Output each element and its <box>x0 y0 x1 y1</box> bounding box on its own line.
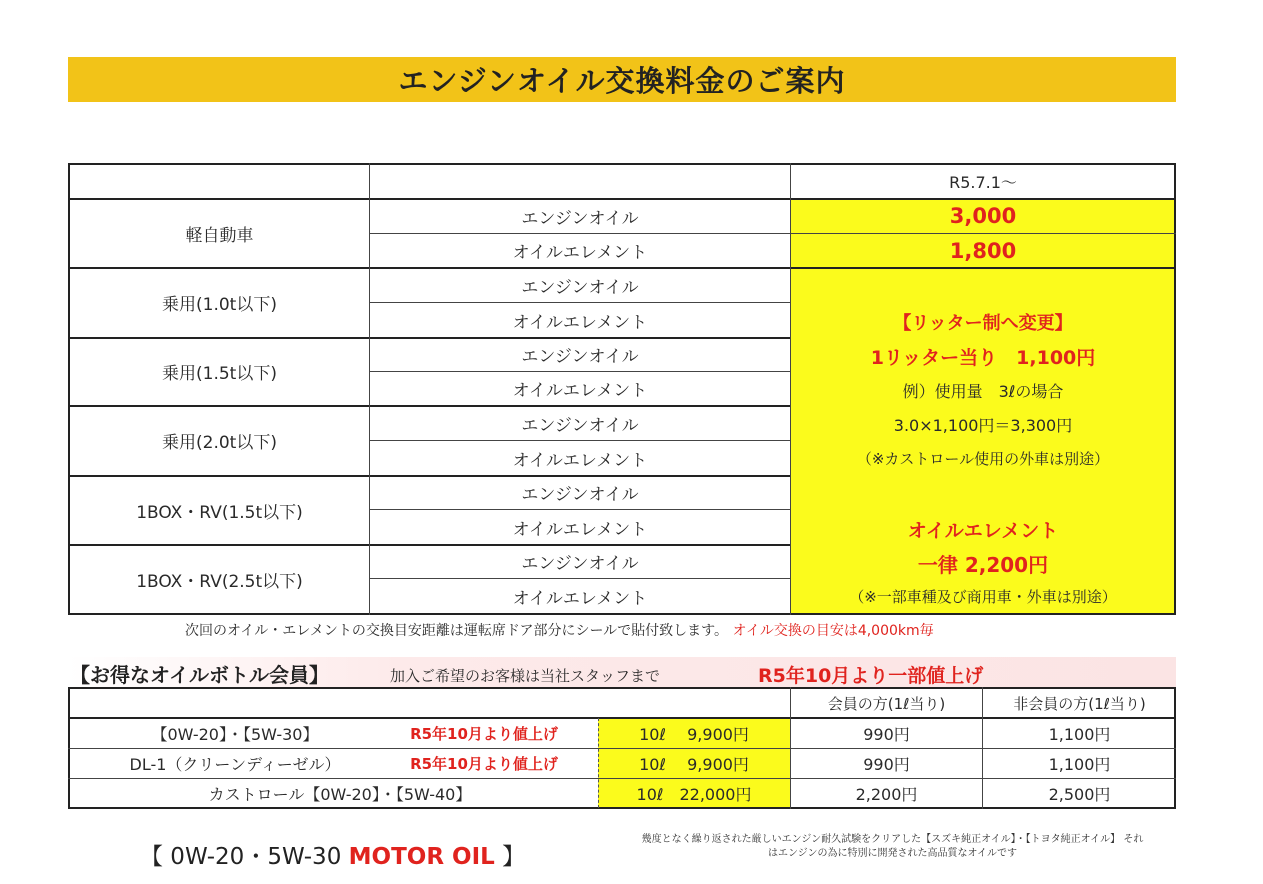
item-engine-oil: エンジンオイル <box>521 347 639 367</box>
oil-description-line2: はエンジンの為に特別に開発された高品質なオイルです <box>768 848 1017 859</box>
nonmember-price: 1,100円 <box>1048 725 1111 744</box>
member-price: 990円 <box>863 755 910 774</box>
motor-oil-label <box>140 838 525 871</box>
motor-oil-grades: 【 0W-20・5W-30 <box>140 844 342 870</box>
nonmember-header: 非会員の方(1ℓ当り) <box>1013 694 1146 713</box>
oil-description <box>600 833 1185 861</box>
liter-calc: 3.0×1,100円＝3,300円 <box>893 416 1073 435</box>
motor-oil-text: MOTOR OIL <box>348 844 495 870</box>
note-red: オイル交換の目安は4,000km毎 <box>732 623 934 639</box>
member-price: 990円 <box>863 725 910 744</box>
category-1box-rv-1-5t: 1BOX・RV(1.5t以下) <box>136 502 303 523</box>
category-sedan-2-0t: 乗用(2.0t以下) <box>162 433 277 453</box>
item-oil-element: オイルエレメント <box>512 450 648 471</box>
note-text: 次回のオイル・エレメントの交換目安距離は運転席ドア部分にシールで貼付致します。 <box>185 623 729 639</box>
nonmember-price: 2,500円 <box>1048 785 1111 804</box>
liter-rate: 1リッター当り 1,100円 <box>870 347 1096 369</box>
item-oil-element: オイルエレメント <box>512 381 648 401</box>
product-name: カストロール【0W-20】・【5W-40】 <box>208 785 472 804</box>
liter-heading: 【リッター制へ変更】 <box>893 313 1073 334</box>
price-change-note: R5年10月より値上げ <box>410 755 558 773</box>
motor-oil-close: 】 <box>502 844 526 870</box>
product-name: DL-1（クリーンディーゼル） <box>129 755 341 774</box>
price-change-note: R5年10月より値上げ <box>410 725 558 743</box>
category-kei: 軽自動車 <box>185 225 254 246</box>
element-price: 一律 2,200円 <box>917 553 1049 577</box>
item-engine-oil: エンジンオイル <box>521 485 639 505</box>
member-price: 2,200円 <box>855 785 918 804</box>
kei-oil-element-price: 1,800 <box>949 238 1017 263</box>
item-oil-element: オイルエレメント <box>512 588 648 609</box>
element-heading: オイルエレメント <box>907 520 1059 542</box>
category-sedan-1-0t: 乗用(1.0t以下) <box>162 295 277 315</box>
item-oil-element: オイルエレメント <box>512 243 648 263</box>
bottle-price: 10ℓ 22,000円 <box>636 785 752 804</box>
category-sedan-1-5t: 乗用(1.5t以下) <box>162 364 277 384</box>
date-header: R5.7.1～ <box>949 173 1017 192</box>
page-title: エンジンオイル交換料金のご案内 <box>398 64 846 98</box>
element-exception: （※一部車種及び商用車・外車は別途） <box>849 588 1117 606</box>
liter-exception: （※カストロール使用の外車は別途） <box>856 450 1110 468</box>
member-header: 会員の方(1ℓ当り) <box>827 694 946 713</box>
item-engine-oil: エンジンオイル <box>521 208 639 229</box>
product-name: 【0W-20】・【5W-30】 <box>151 725 319 744</box>
member-title: 【お得なオイルボトル会員】 <box>70 663 329 687</box>
nonmember-price: 1,100円 <box>1048 755 1111 774</box>
oil-description-line1: 幾度となく繰り返された厳しいエンジン耐久試験をクリアした【スズキ純正オイル】・【トヨタ純正オイル】 それ <box>641 834 1144 845</box>
bottle-price: 10ℓ 9,900円 <box>639 755 749 774</box>
category-1box-rv-2-5t: 1BOX・RV(2.5t以下) <box>136 571 303 592</box>
member-notice: R5年10月より一部値上げ <box>758 665 984 687</box>
member-subtitle: 加入ご希望のお客様は当社スタッフまで <box>390 667 661 685</box>
kei-engine-oil-price: 3,000 <box>949 204 1017 228</box>
item-oil-element: オイルエレメント <box>512 519 648 540</box>
bottle-price: 10ℓ 9,900円 <box>639 725 749 744</box>
item-oil-element: オイルエレメント <box>512 312 648 333</box>
title-banner <box>68 57 1176 102</box>
item-engine-oil: エンジンオイル <box>521 554 639 574</box>
item-engine-oil: エンジンオイル <box>521 415 639 436</box>
liter-example: 例）使用量 3ℓの場合 <box>902 382 1064 401</box>
inspection-note <box>185 620 934 640</box>
item-engine-oil: エンジンオイル <box>521 277 639 298</box>
